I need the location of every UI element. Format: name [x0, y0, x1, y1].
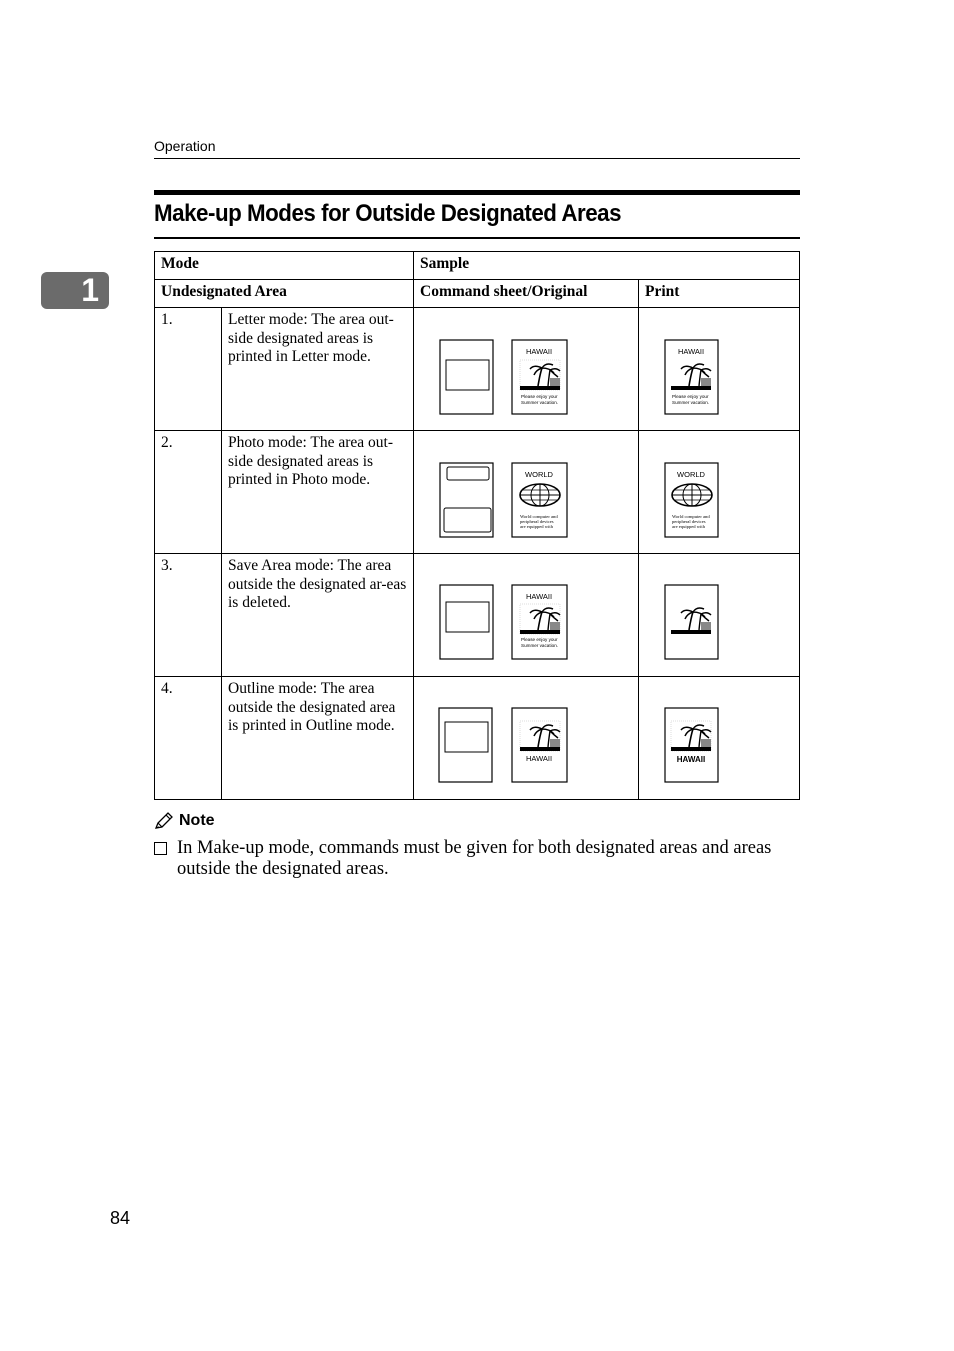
pencil-icon — [154, 812, 174, 830]
world-label: WORLD — [525, 470, 553, 479]
header-mode: Mode — [155, 252, 414, 280]
row-description: Outline mode: The area outside the designated area is printed in Outline mode. — [222, 677, 414, 800]
palm-tree-icon — [520, 360, 560, 390]
world-label: WORLD — [677, 470, 705, 479]
page-number: 84 — [110, 1208, 131, 1228]
chapter-tab: 1 — [41, 272, 109, 309]
row-number: 3. — [155, 554, 222, 677]
caption-line-1: Please enjoy your — [521, 637, 558, 642]
header-undesignated-area: Undesignated Area — [155, 280, 414, 308]
globe-icon — [520, 484, 560, 506]
header-print: Print — [639, 280, 800, 308]
palm-tree-icon — [520, 721, 560, 751]
table-row — [155, 431, 800, 554]
caption-line-2: peripheral devices — [672, 519, 706, 524]
table-subheader-row — [155, 280, 800, 308]
command-sheet-illustration — [414, 308, 638, 430]
row-description: Letter mode: The area out-side designated areas is printed in Letter mode. — [222, 308, 414, 431]
header-command-sheet: Command sheet/Original — [414, 280, 639, 308]
title-rule-bottom — [154, 237, 800, 239]
command-sample — [414, 554, 639, 677]
hawaii-label: HAWAII — [525, 347, 553, 356]
print-sample — [639, 308, 800, 431]
caption-line-2: peripheral devices — [520, 519, 554, 524]
table-header-row — [155, 252, 800, 280]
hawaii-label: HAWAII — [525, 754, 553, 763]
command-sheet-illustration — [414, 554, 638, 676]
note-heading — [154, 812, 215, 830]
command-sheet-illustration — [414, 431, 638, 553]
hawaii-label: HAWAII — [525, 592, 553, 601]
table-row — [155, 308, 800, 431]
print-sample — [639, 677, 800, 800]
page-title: Make-up Modes for Outside Designated Areas — [154, 200, 622, 227]
header-rule — [154, 158, 800, 159]
caption-line-2: Summer vacation. — [521, 400, 559, 405]
row-number: 4. — [155, 677, 222, 800]
print-illustration — [639, 677, 799, 799]
table-row — [155, 677, 800, 800]
header-sample: Sample — [414, 252, 800, 280]
caption-line-3: are equipped with — [672, 524, 705, 529]
note-item — [154, 838, 804, 880]
note-text: In Make-up mode, commands must be given for both designated areas and areas outside the designated areas. — [177, 838, 772, 879]
caption-line-1: Please enjoy your — [672, 394, 709, 399]
globe-icon — [672, 484, 712, 506]
title-rule-top — [154, 190, 800, 195]
caption-line-3: are equipped with — [520, 524, 553, 529]
row-description: Save Area mode: The area outside the designated ar-eas is deleted. — [222, 554, 414, 677]
caption-line-2: Summer vacation. — [672, 400, 710, 405]
caption-line-1: World computer and — [520, 514, 558, 519]
modes-table — [154, 251, 800, 800]
hawaii-label: HAWAII — [677, 347, 705, 356]
command-sample — [414, 431, 639, 554]
palm-tree-icon — [671, 721, 711, 751]
print-illustration — [639, 308, 799, 430]
command-sheet-illustration — [414, 677, 638, 799]
caption-line-1: Please enjoy your — [521, 394, 558, 399]
command-sample — [414, 677, 639, 800]
caption-line-1: World computer and — [672, 514, 710, 519]
print-sample — [639, 554, 800, 677]
note-label: Note — [179, 812, 215, 829]
print-illustration — [639, 431, 799, 553]
command-sample — [414, 308, 639, 431]
row-number: 1. — [155, 308, 222, 431]
running-head: Operation — [154, 138, 216, 154]
checkbox-bullet-icon — [154, 842, 167, 855]
row-description: Photo mode: The area out-side designated areas is printed in Photo mode. — [222, 431, 414, 554]
table-row — [155, 554, 800, 677]
row-number: 2. — [155, 431, 222, 554]
print-sample — [639, 431, 800, 554]
palm-tree-icon — [520, 604, 560, 634]
caption-line-2: Summer vacation. — [521, 643, 559, 648]
print-illustration — [639, 554, 799, 676]
hawaii-label: HAWAII — [676, 755, 706, 764]
